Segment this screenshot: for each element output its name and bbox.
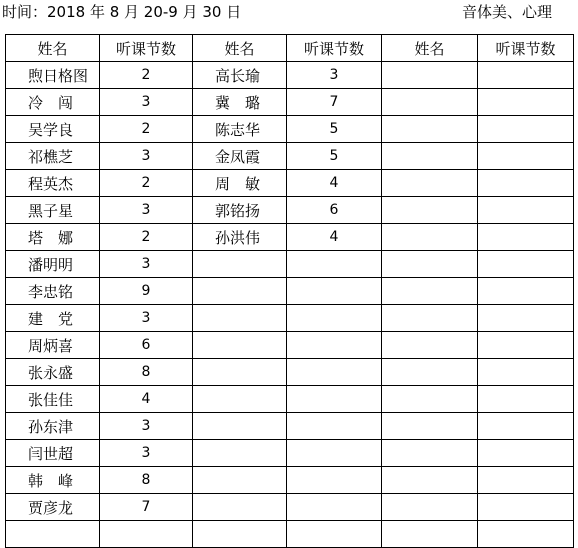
name-cell <box>382 143 478 170</box>
count-cell <box>478 386 574 413</box>
table-row <box>6 494 574 521</box>
attendance-table <box>5 34 574 548</box>
count-cell: 4 <box>287 170 382 197</box>
count-cell: 3 <box>100 197 193 224</box>
count-cell <box>287 386 382 413</box>
table-row <box>6 197 574 224</box>
count-cell <box>287 521 382 548</box>
count-cell <box>287 278 382 305</box>
count-cell <box>478 332 574 359</box>
name-cell <box>382 62 478 89</box>
name-cell: 周炳喜 <box>6 332 100 359</box>
table-row <box>6 170 574 197</box>
name-cell <box>382 278 478 305</box>
name-cell <box>193 305 287 332</box>
name-cell <box>193 359 287 386</box>
table-row <box>6 467 574 494</box>
count-cell <box>287 305 382 332</box>
name-cell <box>382 224 478 251</box>
name-cell <box>382 521 478 548</box>
name-cell <box>193 494 287 521</box>
table-row <box>6 413 574 440</box>
name-cell: 张佳佳 <box>6 386 100 413</box>
name-cell: 冀 璐 <box>193 89 287 116</box>
name-cell: 李忠铭 <box>6 278 100 305</box>
count-cell: 3 <box>100 413 193 440</box>
name-cell: 高长瑜 <box>193 62 287 89</box>
count-cell <box>478 116 574 143</box>
name-cell: 吴学良 <box>6 116 100 143</box>
table-row <box>6 116 574 143</box>
name-cell: 冷 闯 <box>6 89 100 116</box>
name-cell: 金凤霞 <box>193 143 287 170</box>
count-cell: 7 <box>287 89 382 116</box>
name-cell <box>382 386 478 413</box>
name-cell <box>193 467 287 494</box>
table-row <box>6 89 574 116</box>
name-cell <box>382 440 478 467</box>
name-cell <box>382 170 478 197</box>
count-cell: 2 <box>100 224 193 251</box>
table-row <box>6 305 574 332</box>
name-cell <box>193 278 287 305</box>
column-header: 听课节数 <box>100 35 193 62</box>
column-header: 姓名 <box>6 35 100 62</box>
name-cell <box>6 521 100 548</box>
name-cell <box>382 332 478 359</box>
table-row <box>6 224 574 251</box>
name-cell: 煦日格图 <box>6 62 100 89</box>
table-row <box>6 143 574 170</box>
name-cell: 闫世超 <box>6 440 100 467</box>
name-cell <box>193 386 287 413</box>
count-cell <box>478 197 574 224</box>
name-cell: 贾彦龙 <box>6 494 100 521</box>
count-cell <box>478 89 574 116</box>
name-cell <box>382 359 478 386</box>
count-cell <box>287 359 382 386</box>
count-cell: 3 <box>100 251 193 278</box>
name-cell <box>382 251 478 278</box>
count-cell <box>478 467 574 494</box>
name-cell: 孙洪伟 <box>193 224 287 251</box>
count-cell <box>478 251 574 278</box>
count-cell <box>478 170 574 197</box>
document-header <box>0 0 578 30</box>
count-cell: 7 <box>100 494 193 521</box>
count-cell: 2 <box>100 62 193 89</box>
count-cell <box>287 467 382 494</box>
count-cell <box>478 224 574 251</box>
count-cell <box>287 413 382 440</box>
name-cell: 祁樵芝 <box>6 143 100 170</box>
column-header: 听课节数 <box>287 35 382 62</box>
name-cell <box>382 197 478 224</box>
count-cell <box>478 521 574 548</box>
name-cell: 潘明明 <box>6 251 100 278</box>
count-cell <box>478 62 574 89</box>
column-header: 姓名 <box>193 35 287 62</box>
count-cell: 6 <box>287 197 382 224</box>
name-cell <box>382 305 478 332</box>
count-cell <box>478 413 574 440</box>
count-cell: 9 <box>100 278 193 305</box>
name-cell: 建 党 <box>6 305 100 332</box>
count-cell <box>287 494 382 521</box>
name-cell <box>193 521 287 548</box>
time-range-label: 时间：2018 年 8 月 20-9 月 30 日 <box>2 3 242 21</box>
table-header-row <box>6 35 574 62</box>
table-row <box>6 440 574 467</box>
name-cell: 孙东津 <box>6 413 100 440</box>
count-cell <box>478 143 574 170</box>
count-cell: 5 <box>287 143 382 170</box>
count-cell <box>287 440 382 467</box>
count-cell: 3 <box>100 89 193 116</box>
count-cell <box>478 494 574 521</box>
count-cell <box>478 278 574 305</box>
table-body <box>6 62 574 548</box>
count-cell: 3 <box>100 440 193 467</box>
name-cell: 塔 娜 <box>6 224 100 251</box>
name-cell <box>382 413 478 440</box>
name-cell: 郭铭扬 <box>193 197 287 224</box>
name-cell: 张永盛 <box>6 359 100 386</box>
name-cell: 陈志华 <box>193 116 287 143</box>
name-cell: 韩 峰 <box>6 467 100 494</box>
name-cell <box>382 116 478 143</box>
name-cell <box>382 89 478 116</box>
count-cell: 5 <box>287 116 382 143</box>
name-cell <box>193 440 287 467</box>
count-cell: 3 <box>100 305 193 332</box>
name-cell <box>193 251 287 278</box>
name-cell: 周 敏 <box>193 170 287 197</box>
subject-label: 音体美、心理 <box>462 3 553 21</box>
count-cell: 2 <box>100 116 193 143</box>
column-header: 姓名 <box>382 35 478 62</box>
count-cell <box>478 440 574 467</box>
table-row <box>6 251 574 278</box>
table-row <box>6 521 574 548</box>
table-row <box>6 62 574 89</box>
count-cell <box>478 359 574 386</box>
table-row <box>6 332 574 359</box>
name-cell <box>193 332 287 359</box>
count-cell: 8 <box>100 359 193 386</box>
count-cell: 2 <box>100 170 193 197</box>
count-cell: 8 <box>100 467 193 494</box>
table-row <box>6 386 574 413</box>
column-header: 听课节数 <box>478 35 574 62</box>
count-cell: 3 <box>287 62 382 89</box>
count-cell <box>287 332 382 359</box>
table-row <box>6 359 574 386</box>
count-cell <box>478 305 574 332</box>
count-cell: 4 <box>100 386 193 413</box>
name-cell <box>382 467 478 494</box>
name-cell <box>193 413 287 440</box>
table-row <box>6 278 574 305</box>
count-cell: 3 <box>100 143 193 170</box>
name-cell <box>382 494 478 521</box>
name-cell: 黑子星 <box>6 197 100 224</box>
count-cell: 4 <box>287 224 382 251</box>
name-cell: 程英杰 <box>6 170 100 197</box>
count-cell <box>100 521 193 548</box>
count-cell <box>287 251 382 278</box>
count-cell: 6 <box>100 332 193 359</box>
